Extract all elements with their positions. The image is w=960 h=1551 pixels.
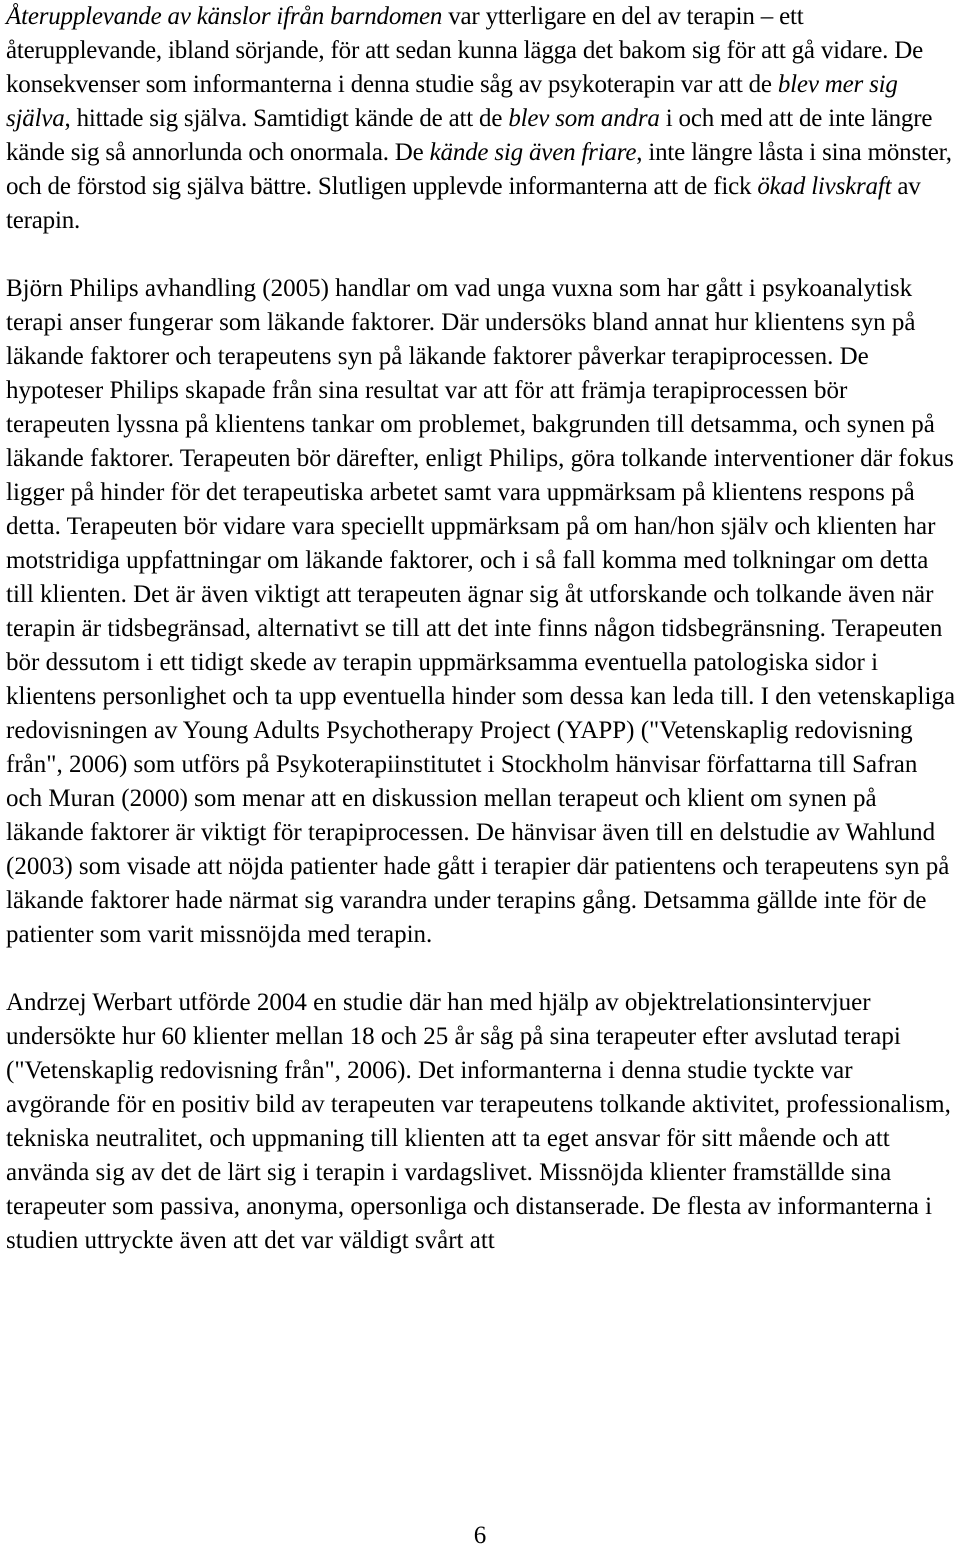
text-run: var ytterligare en del av terapin – ett återupplevande, ibland sörjande, för att sedan kunna lägga det bakom sig för att gå vidare. De konsekvenser som informanterna i denna studie såg av psykoterapin var att de bbox=[6, 3, 923, 98]
document-body bbox=[6, 0, 956, 1258]
text-run: i och med att de inte längre kände sig så annorlunda och onormala. De bbox=[6, 105, 933, 166]
italic-phrase: blev som andra bbox=[508, 105, 660, 132]
text-run: Björn Philips avhandling (2005) handlar om vad unga vuxna som har gått i psykoanalytisk terapi anser fungerar som läkande faktorer. Där undersöks bland annat hur klientens syn på läkande faktorer och terapeutens syn på läkande faktorer påverkar terapiprocessen. De hypoteser Philips skapade från sina resultat var att för att främja terapiprocessen bör terapeuten lyssna på klientens tankar om problemet, bakgrunden till detsamma, och synen på läkande faktorer. Terapeuten bör därefter, enligt Philips, göra tolkande interventioner där fokus ligger på hinder för det terapeutiska arbetet samt vara uppmärksam på klientens respons på detta. Terapeuten bör vidare vara speciellt uppmärksam på om han/hon själv och klienten har motstridiga uppfattningar om läkande faktorer, och i så fall komma med tolkningar om detta till klienten. Det är även viktigt att terapeuten ägnar sig åt utforskande och tolkande även när terapin är tidsbegränsad, alternativt se till att det inte finns någon tidsbegränsning. Terapeuten bör dessutom i ett tidigt skede av terapin uppmärksamma eventuella patologiska sidor i klientens personlighet och ta upp eventuella hinder som dessa kan leda till. I den vetenskapliga redovisningen av Young Adults Psychotherapy Project (YAPP) ("Vetenskaplig redovisning från", 2006) som utförs på Psykoterapiinstitutet i Stockholm hänvisar författarna till Safran och Muran (2000) som menar att en diskussion mellan terapeut och klient om synen på läkande faktorer är viktigt för terapiprocessen. De hänvisar även till en delstudie av Wahlund (2003) som visade att nöjda patienter hade gått i terapier där patientens och terapeutens syn på läkande faktorer hade närmat sig varandra under terapins gång. Detsamma gällde inte för de patienter som varit missnöjda med terapin. bbox=[6, 275, 956, 948]
italic-phrase: ökad livskraft bbox=[757, 173, 892, 200]
italic-phrase: kände sig även friare bbox=[429, 139, 637, 166]
text-run: Andrzej Werbart utförde 2004 en studie där han med hjälp av objektrelationsintervjuer undersökte hur 60 klienter mellan 18 och 25 år såg på sina terapeuter efter avslutad terapi ("Vetenskaplig redovisning från", 2006). Det informanterna i denna studie tyckte var avgörande för en positiv bild av terapeuten var terapeutens tolkande aktivitet, professionalism, tekniska neutralitet, och uppmaning till klienten att ta eget ansvar för sitt mående och att använda sig av det de lärt sig i terapin i vardagslivet. Missnöjda klienter framställde sina terapeuter som passiva, anonyma, opersonliga och distanserade. De flesta av informanterna i studien uttryckte även att det var väldigt svårt att bbox=[6, 989, 951, 1254]
text-run: , hittade sig själva. Samtidigt kände de att de bbox=[64, 105, 509, 132]
italic-phrase: Återupplevande av känslor ifrån barndomen bbox=[6, 3, 443, 30]
text-run: av terapin. bbox=[6, 173, 921, 234]
paragraph-2 bbox=[6, 272, 956, 952]
paragraph-3 bbox=[6, 986, 956, 1258]
paragraph-1 bbox=[6, 0, 956, 238]
italic-phrase: blev mer sig själva bbox=[6, 71, 898, 132]
page-number: 6 bbox=[473, 1522, 487, 1549]
text-run: , inte längre låsta i sina mönster, och de förstod sig själva bättre. Slutligen upplevde informanterna att de fick bbox=[6, 139, 952, 200]
